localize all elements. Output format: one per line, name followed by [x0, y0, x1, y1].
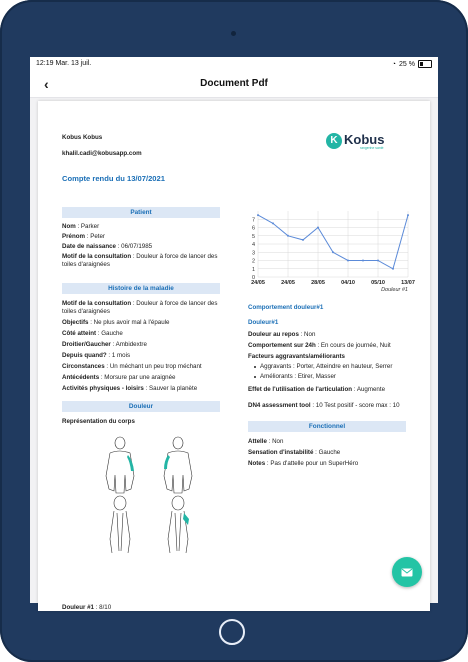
home-button[interactable]	[219, 619, 245, 645]
author-name: Kobus Kobus	[62, 134, 103, 141]
screen	[30, 57, 438, 611]
patient-motif-cont: toiles d'araignées	[62, 261, 110, 268]
chart-point	[362, 260, 364, 262]
status-time-date: 12:19 Mar. 13 juil.	[36, 60, 92, 67]
fonctionnel-attelle: Attelle : Non	[248, 438, 284, 445]
chart-point	[257, 214, 259, 216]
comportement-aggravants: Aggravants : Porter, Atteindre en hauteur, Serrer	[260, 363, 393, 370]
chart-point	[302, 239, 304, 241]
comportement-repos: Douleur au repos : Non	[248, 331, 316, 338]
chart-point	[377, 260, 379, 262]
page-title: Document Pdf	[200, 78, 268, 89]
pain-line-chart	[246, 205, 418, 299]
mail-icon	[401, 568, 413, 577]
chart-xtick-label: 24/05	[251, 280, 265, 286]
camera	[231, 31, 236, 36]
status-right	[392, 60, 432, 68]
patient-motif: Motif de la consultation : Douleur à force de lancer des	[62, 253, 218, 260]
chart-xtick-label: 24/05	[281, 280, 295, 286]
body-representation-label: Représentation du corps	[62, 418, 135, 425]
chart-ytick-label: 5	[251, 233, 255, 240]
histoire-activites: Activités physiques - loisirs : Sauver la planète	[62, 385, 198, 392]
patient-nom: Nom : Parker	[62, 223, 100, 230]
fonctionnel-notes: Notes : Pas d'attelle pour un SuperHéro	[248, 460, 359, 467]
chart-point	[407, 214, 409, 216]
histoire-depuis: Depuis quand? : 1 mois	[62, 352, 131, 359]
comportement-dn4: DN4 assessment tool : 10 Test positif - score max : 10	[248, 402, 400, 409]
histoire-circonstances: Circonstances : Un méchant un peu trop méchant	[62, 363, 202, 370]
kobus-logo-sub: rangerine santé	[360, 146, 384, 150]
comportement-ameliorants: Améliorants : Etirer, Masser	[260, 373, 336, 380]
comportement-sub: Douleur#1	[248, 319, 279, 326]
comportement-title: Comportement douleur#1	[248, 304, 324, 311]
chart-ytick-label: 4	[251, 242, 255, 248]
wifi-icon: ◔	[391, 60, 397, 68]
histoire-motif: Motif de la consultation : Douleur à force de lancer des	[62, 300, 218, 307]
comportement-24h: Comportement sur 24h : En cours de journée, Nuit	[248, 342, 391, 349]
chart-point	[332, 251, 334, 253]
chart-point	[287, 235, 289, 237]
histoire-droitier: Droitier/Gaucher : Ambidextre	[62, 341, 147, 348]
chart-legend: Douleur #1	[381, 287, 408, 293]
report-title: Compte rendu du 13/07/2021	[62, 174, 165, 183]
chart-point	[392, 268, 394, 270]
patient-section-header: Patient	[62, 207, 220, 218]
comportement-effet: Effet de l'utilisation de l'articulation : Augmente	[248, 386, 386, 393]
fonctionnel-instabilite: Sensation d'instabilité : Gauche	[248, 449, 341, 456]
author-email: khalil.cadi@kobusapp.com	[62, 150, 142, 157]
body-diagram	[90, 431, 216, 557]
pdf-document[interactable]	[38, 101, 430, 611]
patient-ddn: Date de naissance : 06/07/1985	[62, 243, 153, 250]
chart-xtick-label: 04/10	[341, 280, 355, 286]
kobus-logo-name: Kobus	[344, 132, 385, 147]
chart-point	[347, 260, 349, 262]
histoire-motif-cont: toiles d'araignées	[62, 308, 110, 315]
chart-xtick-label: 28/05	[311, 280, 325, 286]
chart-ytick-label: 6	[251, 225, 255, 232]
chart-xtick-label: 13/07	[401, 280, 415, 286]
douleur-section-header: Douleur	[62, 401, 220, 412]
back-button[interactable]: ‹	[44, 76, 49, 92]
histoire-objectifs: Objectifs : Ne plus avoir mal à l'épaule	[62, 319, 170, 326]
chart-ytick-label: 0	[251, 275, 255, 281]
nav-bar	[30, 71, 438, 98]
battery-icon	[418, 60, 432, 68]
battery-percent: 25 %	[399, 60, 415, 68]
chart-ytick-label: 1	[251, 266, 255, 273]
chart-point	[317, 227, 319, 229]
chart-ytick-label: 3	[251, 250, 255, 257]
bullet-aggravants	[254, 366, 256, 368]
comportement-facteurs: Facteurs aggravants/améliorants	[248, 353, 345, 360]
douleur1-value: Douleur #1 : 8/10	[62, 604, 112, 611]
kobus-logo-icon: K	[326, 133, 342, 149]
patient-prenom: Prénom : Peter	[62, 233, 105, 240]
chart-ytick-label: 7	[251, 217, 255, 224]
pain-zone-back-shoulder	[164, 455, 170, 469]
chart-xtick-label: 05/10	[371, 280, 385, 286]
histoire-section-header: Histoire de la maladie	[62, 283, 220, 294]
fonctionnel-section-header: Fonctionnel	[248, 421, 406, 432]
chart-ytick-label: 2	[251, 258, 255, 265]
histoire-cote: Côté atteint : Gauche	[62, 330, 123, 337]
status-bar	[30, 57, 438, 71]
histoire-antecedents: Antécédents : Morsure par une araignée	[62, 374, 176, 381]
bullet-ameliorants	[254, 376, 256, 378]
chart-point	[272, 222, 274, 224]
email-fab-button[interactable]	[392, 557, 422, 587]
